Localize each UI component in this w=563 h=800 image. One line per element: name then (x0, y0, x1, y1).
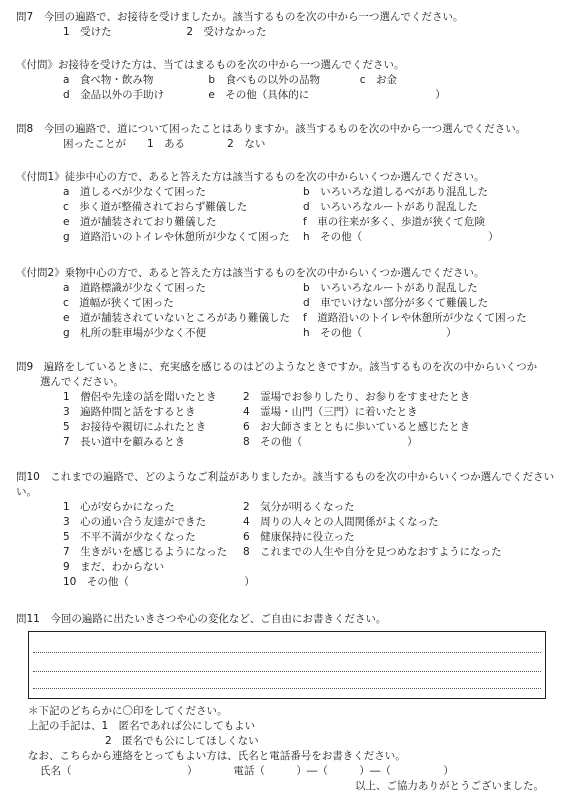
q8-sub1-row-3 (16, 215, 552, 230)
q9-option-1[interactable]: 1 僧侶や先達の話を聞いたとき (63, 391, 217, 403)
question-7-options (16, 25, 552, 40)
q9-option-8[interactable]: 8 その他（ ） (243, 436, 418, 448)
q10-row-4 (16, 545, 552, 560)
q8-sub2-row-4 (16, 326, 552, 341)
q10-option-3[interactable]: 3 心の通い合う友達ができた (63, 516, 207, 528)
q8-sub1-row-1 (16, 185, 552, 200)
question-9-title-cont: 選んでください。 (40, 376, 124, 388)
q8-sub2-row-2 (16, 296, 552, 311)
footer-note: ＊下記のどちらかに〇印をしてください。 (28, 705, 228, 717)
q9-option-2[interactable]: 2 霊場でお参りしたり、お参りをすませたとき (243, 391, 471, 403)
free-answer-box[interactable] (28, 631, 546, 699)
q7-sub-option-c[interactable]: c お金 (359, 74, 397, 86)
q8-sub1-row-4 (16, 230, 552, 245)
question-7 (16, 10, 552, 40)
q8-sub1-option-c[interactable]: c 歩く道が整備されておらず難儀した (63, 201, 248, 213)
q10-option-7[interactable]: 7 生きがいを感じるようになった (63, 546, 228, 558)
question-8-sub1-title: 《付問1》徒歩中心の方で、あると答えた方は該当するものを次の中からいくつか選んでください。 (16, 171, 485, 183)
q10-row-6 (16, 575, 552, 590)
dotted-guide-line (33, 652, 541, 653)
q8-sub1-row-2 (16, 200, 552, 215)
footer-contact-fields (28, 764, 548, 779)
q10-option-10[interactable]: 10 その他（ ） (63, 576, 255, 588)
q8-sub2-option-h[interactable]: h その他（ ） (303, 327, 457, 339)
question-8-answer[interactable]: 困ったことが 1 ある 2 ない (63, 138, 266, 150)
q8-sub2-row-3 (16, 311, 552, 326)
q7-sub-option-e[interactable]: e その他（具体的に ） (208, 89, 446, 101)
q8-sub1-option-h[interactable]: h その他（ ） (303, 231, 499, 243)
question-8 (16, 122, 552, 152)
q8-sub1-option-e[interactable]: e 道が舗装されており難儀した (63, 216, 217, 228)
thanks-text: 以上、ご協力ありがとうございました。 (355, 780, 544, 792)
question-8-sub2-title: 《付問2》乗物中心の方で、あると答えた方は該当するものを次の中からいくつか選んでください。 (16, 267, 485, 279)
question-8-sub1 (16, 170, 552, 245)
q7-sub-option-a[interactable]: a 食べ物・飲み物 (63, 74, 154, 86)
question-10-title-cont: い。 (16, 486, 37, 498)
question-8-sub2 (16, 266, 552, 341)
q8-sub2-option-b[interactable]: b いろいろなルートがあり混乱した (303, 282, 478, 294)
footer-option-2[interactable]: 2 匿名でも公にしてほしくない (105, 735, 259, 747)
q7-sub-option-b[interactable]: b 食べもの以外の品物 (208, 74, 321, 86)
name-field[interactable]: 氏名（ ） (40, 765, 198, 777)
q8-sub2-option-g[interactable]: g 札所の駐車場が少なく不便 (63, 327, 207, 339)
q10-row-2 (16, 515, 552, 530)
q10-row-3 (16, 530, 552, 545)
q7-sub-row-2 (16, 88, 552, 103)
question-9 (16, 360, 552, 450)
q8-sub2-option-e[interactable]: e 道が舗装されていないところがあり難儀した (63, 312, 290, 324)
q9-option-4[interactable]: 4 霊場・山門（三門）に着いたとき (243, 406, 418, 418)
q8-sub1-option-d[interactable]: d いろいろなルートがあり混乱した (303, 201, 478, 213)
q7-option-1[interactable]: 1 受けた (63, 26, 112, 38)
q10-option-9[interactable]: 9 まだ、わからない (63, 561, 165, 573)
question-7-title: 問7 今回の遍路で、お接待を受けましたか。該当するものを次の中から一つ選んでください。 (16, 11, 464, 23)
q7-sub-option-d[interactable]: d 金品以外の手助け (63, 89, 165, 101)
question-8-title: 問8 今回の遍路で、道について困ったことはありますか。該当するものを次の中から一つ選んでください。 (16, 123, 527, 135)
footer-section (28, 704, 548, 794)
phone-field[interactable]: 電話（ ）―（ ）―（ ） (233, 765, 454, 777)
dotted-guide-line (33, 671, 541, 672)
q9-row-4 (16, 435, 552, 450)
q9-option-7[interactable]: 7 長い道中を顧みるとき (63, 436, 186, 448)
q10-option-2[interactable]: 2 気分が明るくなった (243, 501, 355, 513)
question-11-title: 問11 今回の遍路に出たいきさつや心の変化など、ご自由にお書きください。 (16, 613, 387, 625)
footer-contact: なお、こちらから連絡をとってもよい方は、氏名と電話番号をお書きください。 (28, 750, 406, 762)
q8-sub1-option-b[interactable]: b いろいろな道しるべがあり混乱した (303, 186, 489, 198)
q10-row-5 (16, 560, 552, 575)
q8-sub2-option-a[interactable]: a 道路標識が少なくて困った (63, 282, 206, 294)
question-10-title: 問10 これまでの遍路で、どのようなご利益がありましたか。該当するものを次の中からいくつか選んでください (16, 471, 555, 483)
q8-sub2-option-f[interactable]: f 道路沿いのトイレや休憩所が少なくて困った (303, 312, 527, 324)
q8-sub2-option-c[interactable]: c 道幅が狭くて困った (63, 297, 174, 309)
q10-option-8[interactable]: 8 これまでの人生や自分を見つめなおすようになった (243, 546, 502, 558)
dotted-guide-line (33, 688, 541, 689)
q9-option-5[interactable]: 5 お接待や親切にふれたとき (63, 421, 207, 433)
question-11 (16, 612, 552, 627)
q10-option-4[interactable]: 4 周りの人々との人間関係がよくなった (243, 516, 439, 528)
q7-sub-row-1 (16, 73, 552, 88)
q8-sub1-option-f[interactable]: f 車の往来が多く、歩道が狭くて危険 (303, 216, 485, 228)
question-9-title: 問9 遍路をしているときに、充実感を感じるのはどのようなときですか。該当するものを次の中からいくつか (16, 361, 538, 373)
q10-option-6[interactable]: 6 健康保持に役立った (243, 531, 355, 543)
question-7-sub (16, 58, 552, 103)
q9-option-6[interactable]: 6 お大師さまとともに歩いていると感じたとき (243, 421, 471, 433)
q7-option-2[interactable]: 2 受けなかった (186, 26, 267, 38)
q8-sub1-option-g[interactable]: g 道路沿いのトイレや休憩所が少なくて困った (63, 231, 290, 243)
q9-option-3[interactable]: 3 遍路仲間と話をするとき (63, 406, 196, 418)
q10-row-1 (16, 500, 552, 515)
q10-option-1[interactable]: 1 心が安らかになった (63, 501, 175, 513)
q9-row-3 (16, 420, 552, 435)
q9-row-1 (16, 390, 552, 405)
footer-option-1[interactable]: 上記の手記は、1 匿名であれば公にしてもよい (28, 720, 256, 732)
question-10 (16, 470, 555, 590)
q10-option-5[interactable]: 5 不平不満が少なくなった (63, 531, 196, 543)
q8-sub2-row-1 (16, 281, 552, 296)
q8-sub1-option-a[interactable]: a 道しるべが少なくて困った (63, 186, 206, 198)
question-7-sub-title: 《付問》お接待を受けた方は、当てはまるものを次の中から一つ選んでください。 (16, 59, 405, 71)
q9-row-2 (16, 405, 552, 420)
q8-sub2-option-d[interactable]: d 車でいけない部分が多くて難儀した (303, 297, 489, 309)
